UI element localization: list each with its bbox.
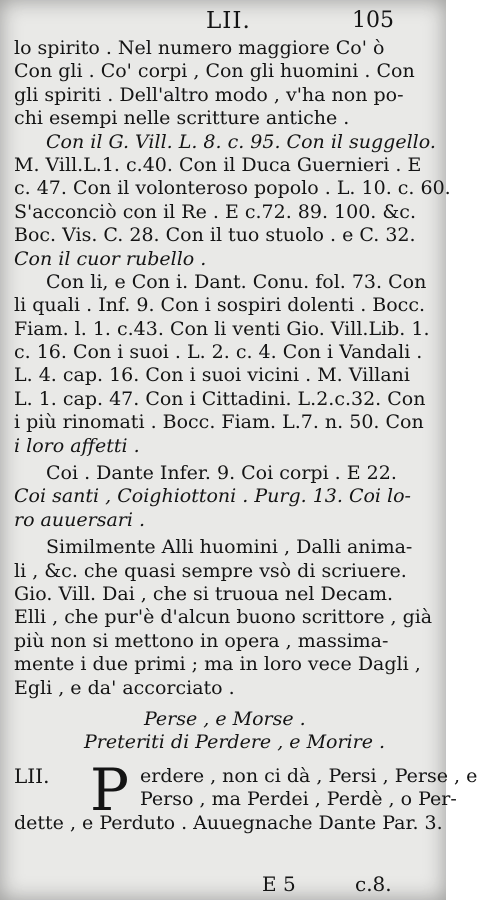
text-line: Boc. Vis. C. 28. Con il tuo stuolo . e C. 32.	[14, 224, 416, 247]
text-line: Con gli . Co' corpi , Con gli huomini . Con	[14, 60, 415, 83]
body-text	[14, 37, 477, 835]
text-line: li quali . Inf. 9. Con i sospiri dolenti . Bocc.	[14, 294, 425, 317]
text-line: lo spirito . Nel numero maggiore Co' ò	[14, 37, 385, 59]
catchword: c.8.	[355, 872, 392, 896]
text-line: S'acconciò con il Re . E c.72. 89. 100. &c.	[14, 200, 416, 223]
section-label: LII.	[14, 763, 50, 788]
text-line: Gio. Vill. Dai , che si truoua nel Decam.	[14, 582, 394, 605]
text-line: mente i due primi ; ma in loro vece Dagli ,	[14, 653, 421, 676]
text-line: L. 4. cap. 16. Con i suoi vicini . M. Villani	[14, 364, 410, 387]
text-line: Con li, e Con i. Dant. Conu. fol. 73. Con	[46, 270, 427, 293]
signature-mark: E 5	[262, 872, 296, 896]
text-line: dette , e Perduto . Auuegnache Dante Par. 3.	[14, 811, 443, 834]
text-line: più non si mettono in opera , massima-	[14, 629, 389, 652]
page-footer	[0, 872, 446, 898]
text-line: Perso , ma Perdei , Perdè , o Per-	[140, 788, 457, 811]
text-line: L. 1. cap. 47. Con i Cittadini. L.2.c.32. Con	[14, 387, 426, 410]
subheading-line: Perse , e Morse .	[144, 707, 306, 730]
text-line: Similmente Alli huomini , Dalli anima-	[46, 536, 413, 559]
text-line: Coi santi , Coighiottoni . Purg. 13. Coi lo-	[14, 485, 411, 508]
text-line: Fiam. l. 1. c.43. Con li venti Gio. Vill.Lib. 1.	[14, 317, 430, 340]
text-line: Con il cuor rubello .	[14, 247, 207, 270]
text-line: ro auuersari .	[14, 508, 146, 531]
text-line: i loro affetti .	[14, 434, 140, 457]
text-line: Con il G. Vill. L. 8. c. 95. Con il suggello.	[46, 130, 436, 153]
text-line: gli spiriti . Dell'altro modo , v'ha non po-	[14, 83, 404, 106]
text-line: c. 47. Con il volonteroso popolo . L. 10. c. 60.	[14, 177, 451, 200]
text-line: erdere , non ci dà , Persi , Perse , e	[140, 764, 477, 787]
section-lii	[14, 755, 477, 835]
text-line: Egli , e da' accorciato .	[14, 676, 235, 699]
running-title: LII.	[206, 8, 251, 34]
subheading-line: Preteriti di Perdere , e Morire .	[84, 731, 386, 754]
text-line: c. 16. Con i suoi . L. 2. c. 4. Con i Vandali .	[14, 341, 423, 364]
text-line: li , &c. che quasi sempre vsò di scriuere.	[14, 559, 407, 582]
text-line: M. Vill.L.1. c.40. Con il Duca Guernieri . E	[14, 153, 422, 176]
text-line: i più rinomati . Bocc. Fiam. L.7. n. 50. Con	[14, 411, 424, 434]
drop-cap: P	[90, 755, 130, 824]
text-line: chi esempi nelle scritture antiche .	[14, 107, 350, 130]
page-number: 105	[352, 8, 394, 33]
text-line: Coi . Dante Infer. 9. Coi corpi . E 22.	[46, 462, 397, 485]
text-line: Elli , che pur'è d'alcun buono scrittore , già	[14, 606, 433, 629]
page-header	[0, 8, 446, 38]
